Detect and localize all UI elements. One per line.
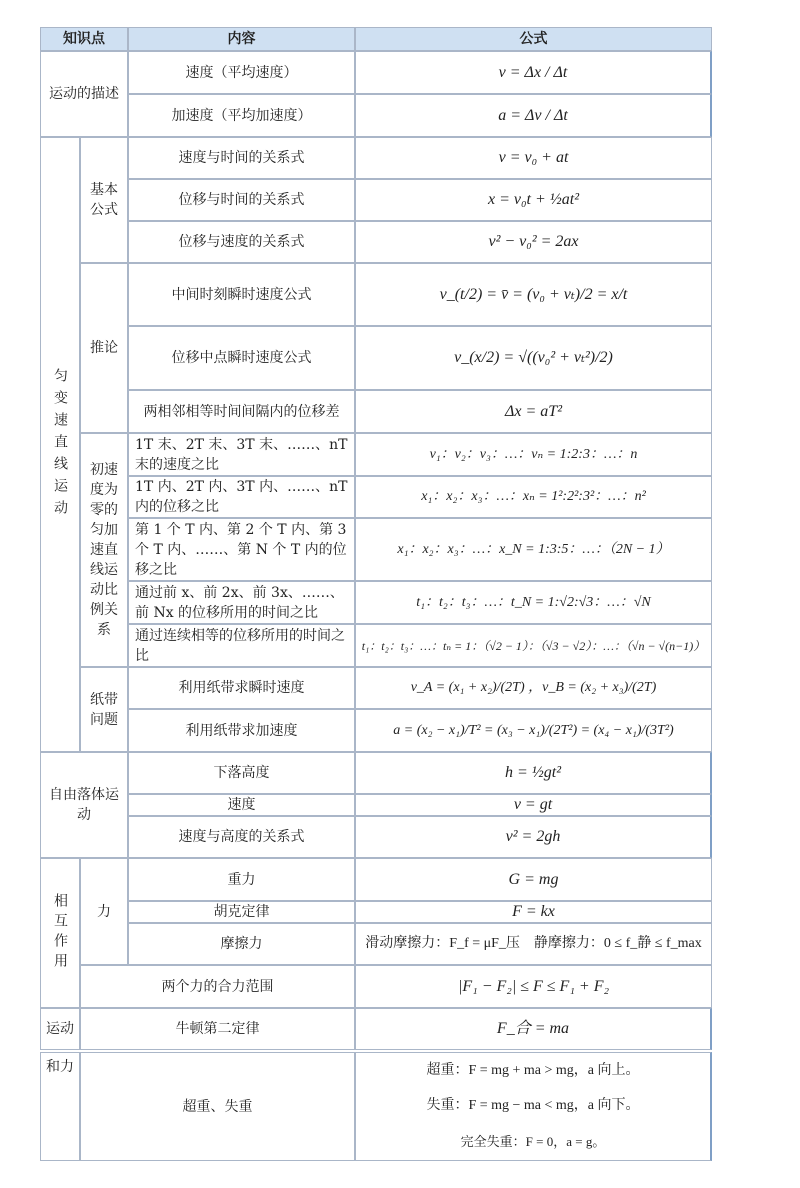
formula-table	[40, 27, 712, 1161]
row-content: 1T 末、2T 末、3T 末、……、nT 末的速度之比	[128, 433, 355, 476]
section-label: 匀变速直线运动	[52, 367, 68, 522]
row-content: 速度与高度的关系式	[128, 816, 355, 858]
row-formula	[355, 901, 712, 923]
formula-text: t₁：t₂：t₃：…：tₙ = 1：（√2 − 1）：（√3 − √2）：…：（√n − √(n−1)）	[361, 638, 706, 653]
row-formula	[355, 518, 712, 581]
row-formula	[355, 923, 712, 965]
formula-text: F_合 = ma	[496, 1020, 570, 1037]
row-content: 加速度（平均加速度）	[128, 94, 355, 137]
formula-text: 滑动摩擦力：F_f = μF_压 静摩擦力：0 ≤ f_静 ≤ f_max	[365, 936, 702, 951]
formula-text: x₁：x₂：x₃：…：x_N = 1:3:5：…：（2N − 1）	[397, 541, 670, 557]
section-interaction	[40, 858, 80, 1008]
row-content: 通过前 x、前 2x、前 3x、……、前 Nx 的位移所用的时间之比	[128, 581, 355, 624]
formula-text: a = (x₂ − x₁)/T² = (x₃ − x₁)/(2T²) = (x₄ − x₁)/(3T²)	[393, 722, 674, 738]
row-content: 胡克定律	[128, 901, 355, 923]
row-content: 位移中点瞬时速度公式	[128, 326, 355, 390]
row-content: 超重、失重	[80, 1052, 355, 1161]
row-formula	[355, 794, 712, 816]
row-formula	[355, 137, 712, 179]
row-content: 位移与速度的关系式	[128, 221, 355, 263]
header-knowledge: 知识点	[40, 27, 128, 51]
row-formula	[355, 179, 712, 221]
formula-text: v_A = (x₁ + x₂)/(2T) ，v_B = (x₂ + x₃)/(2T)	[410, 680, 657, 695]
group-inference: 推论	[80, 263, 128, 433]
formula-text: v = Δx / Δt	[498, 63, 568, 81]
formula-text: 失重：F = mg − ma < mg，a 向下。	[426, 1098, 640, 1114]
row-content: 摩擦力	[128, 923, 355, 965]
formula-text: v = gt	[513, 796, 553, 813]
row-content: 通过连续相等的位移所用的时间之比	[128, 624, 355, 667]
row-formula	[355, 581, 712, 624]
row-content: 1T 内、2T 内、3T 内、……、nT 内的位移之比	[128, 476, 355, 518]
row-content: 两相邻相等时间间隔内的位移差	[128, 390, 355, 433]
formula-text: 完全失重：F = 0，a = g。	[460, 1134, 606, 1150]
row-content: 下落高度	[128, 752, 355, 794]
row-content: 利用纸带求瞬时速度	[128, 667, 355, 709]
row-formula	[355, 667, 712, 709]
row-formula	[355, 858, 712, 901]
row-content: 中间时刻瞬时速度公式	[128, 263, 355, 326]
row-formula	[355, 221, 712, 263]
row-content: 速度（平均速度）	[128, 51, 355, 94]
section-motion-description: 运动的描述	[40, 51, 128, 137]
formula-text: v_(x/2) = √((v₀² + vₜ²)/2)	[454, 349, 613, 366]
formula-text: v² = 2gh	[505, 828, 561, 845]
row-content: 重力	[128, 858, 355, 901]
formula-text: v = v₀ + at	[498, 149, 569, 166]
row-formula	[355, 1052, 712, 1161]
section-motion-and-force-bottom: 和力	[40, 1052, 80, 1161]
row-formula	[355, 816, 712, 858]
row-formula	[355, 476, 712, 518]
row-formula	[355, 624, 712, 667]
row-formula	[355, 1008, 712, 1050]
section-free-fall: 自由落体运动	[40, 752, 128, 858]
row-formula	[355, 51, 712, 94]
header-content: 内容	[128, 27, 355, 51]
formula-text: 超重：F = mg + ma > mg，a 向上。	[426, 1062, 640, 1078]
group-tape-problems: 纸带问题	[80, 667, 128, 752]
formula-text: x = v₀t + ½at²	[487, 191, 580, 208]
group-force: 力	[80, 858, 128, 965]
formula-text: t₁：t₂：t₃：…：t_N = 1:√2:√3：…：√N	[416, 594, 651, 610]
section-uniform-acceleration	[40, 137, 80, 752]
row-formula	[355, 709, 712, 752]
formula-text: G = mg	[508, 870, 559, 888]
row-formula	[355, 390, 712, 433]
formula-text: v₁：v₂：v₃：…：vₙ = 1:2:3：…：n	[429, 446, 638, 462]
group-basic-formulas: 基本公式	[80, 137, 128, 263]
row-formula	[355, 326, 712, 390]
row-formula	[355, 94, 712, 137]
row-formula	[355, 752, 712, 794]
row-content: 速度与时间的关系式	[128, 137, 355, 179]
row-formula	[355, 433, 712, 476]
row-content: 位移与时间的关系式	[128, 179, 355, 221]
formula-text: a = Δv / Δt	[498, 106, 568, 124]
formula-text: x₁：x₂：x₃：…：xₙ = 1²:2²:3²：…：n²	[421, 489, 646, 504]
row-content: 第 1 个 T 内、第 2 个 T 内、第 3 个 T 内、……、第 N 个 T 内的位移之比	[128, 518, 355, 581]
formula-text: h = ½gt²	[504, 764, 562, 781]
row-content: 牛顿第二定律	[80, 1008, 355, 1050]
row-formula	[355, 965, 712, 1008]
section-motion-and-force-top: 运动	[40, 1008, 80, 1050]
row-content: 利用纸带求加速度	[128, 709, 355, 752]
header-formula: 公式	[355, 27, 712, 51]
formula-text: Δx = aT²	[505, 402, 562, 420]
formula-text: v² − v₀² = 2ax	[488, 233, 579, 250]
row-formula	[355, 263, 712, 326]
formula-text: |F₁ − F₂| ≤ F ≤ F₁ + F₂	[457, 977, 610, 995]
row-content: 两个力的合力范围	[80, 965, 355, 1008]
formula-text: F = kx	[512, 903, 555, 920]
section-label: 相互作用	[52, 893, 68, 973]
formula-text: v_(t/2) = v̄ = (v₀ + vₜ)/2 = x/t	[439, 285, 628, 303]
row-content: 速度	[128, 794, 355, 816]
group-zero-initial-velocity-ratios: 初速度为零的匀加速直线运动比例关系	[80, 433, 128, 667]
